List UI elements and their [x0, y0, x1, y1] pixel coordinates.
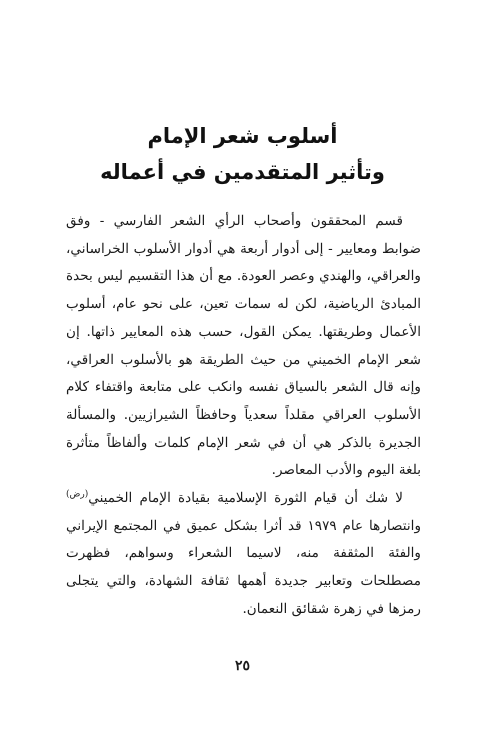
- page-number: ٢٥: [234, 658, 251, 674]
- honorific-superscript: (رض): [66, 489, 89, 500]
- paragraph-2-start: لا شك أن قيام الثورة الإسلامية بقيادة الإمام الخميني: [88, 490, 403, 507]
- paragraph-2: [66, 485, 421, 624]
- chapter-heading: [0, 118, 485, 190]
- heading-title: أسلوب شعر الإمام: [147, 124, 338, 148]
- heading-subtitle: وتأثير المتقدمين في أعماله: [100, 160, 385, 184]
- body-text: [66, 208, 421, 624]
- paragraph-1: قسم المحققون وأصحاب الرأي الشعر الفارسي - وفق ضوابط ومعايير - إلى أدوار أربعة هي أدوار الأسلوب الخراساني، والعراقي، والهندي وعصر العودة. مع أن هذا التقسيم ليس بحدة المبادئ الرياضية، لكن له سمات تعين، على نحو عام، أسلوب الأعمال وطريقتها. يمكن القول، حسب هذه المعايير ذاتها. إن شعر الإمام الخميني من حيث الطريقة هو بالأسلوب العراقي، وإنه قال الشعر بالسياق نفسه وانكب على متابعة واقتفاء كلام الأسلوب العراقي مقلداً سعدياً وحافظاً الشيرازيين. والمسألة الجديرة بالذكر هي أن في شعر الإمام كلمات وألفاظاً متأثرة بلغة اليوم والأدب المعاصر.: [66, 213, 421, 479]
- paragraph-2-end: وانتصارها عام ١٩٧٩ قد أثرا بشكل عميق في المجتمع الإيراني والفئة المثقفة منه، لاسيما الشعراء وسواهم، فظهرت مصطلحات وتعابير جديدة أهمها ثقافة الشهادة، والتي يتجلى رمزها في زهرة شقائق النعمان.: [66, 517, 422, 617]
